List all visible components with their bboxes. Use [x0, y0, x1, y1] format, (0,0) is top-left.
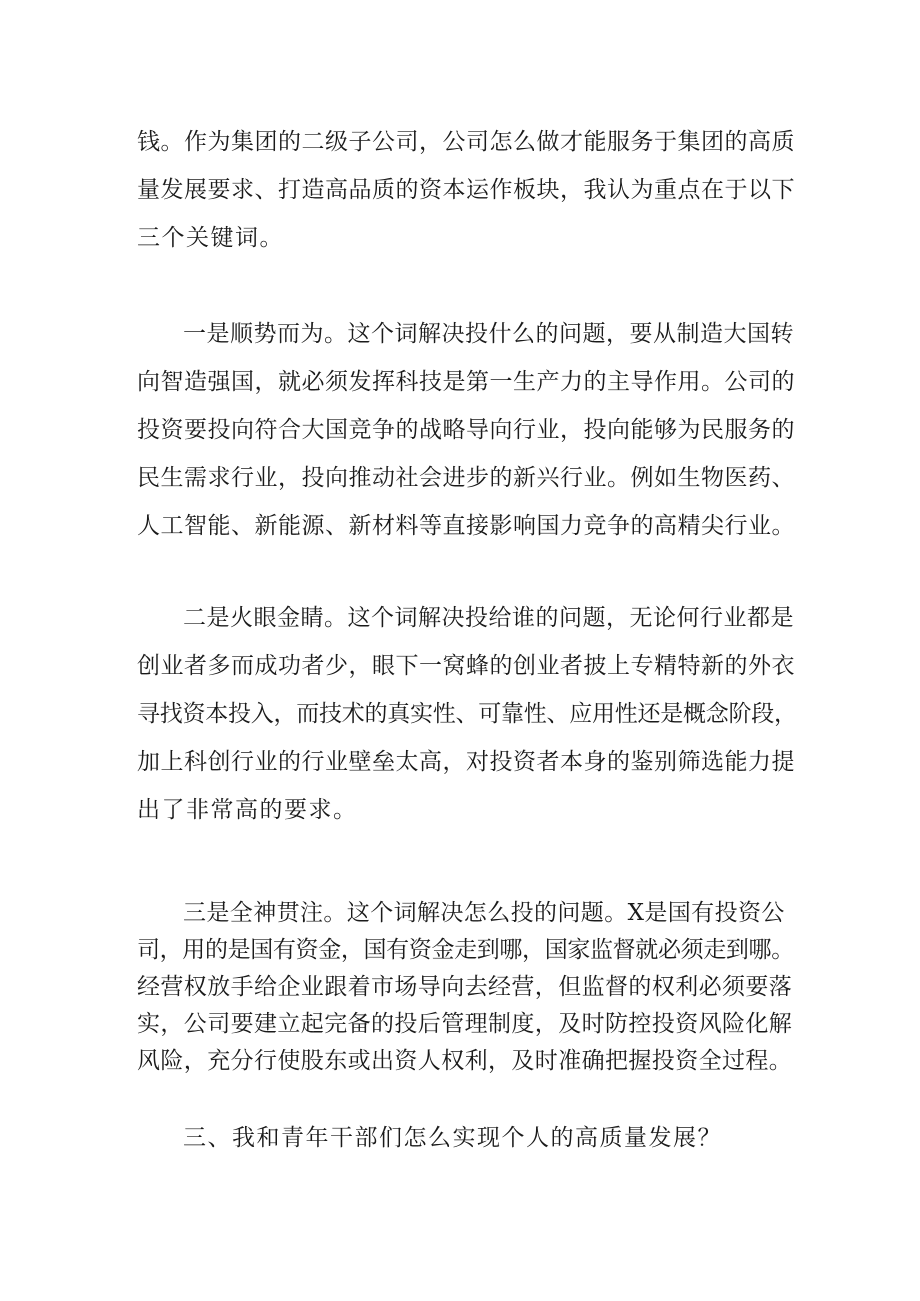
text-line: 人工智能、新能源、新材料等直接影响国力竞争的高精尖行业。 — [137, 513, 795, 539]
text-line: 向智造强国，就必须发挥科技是第一生产力的主导作用。公司的 — [137, 369, 795, 395]
text-line: 经营权放手给企业跟着市场导向去经营，但监督的权利必须要落 — [137, 974, 793, 1000]
section-three-heading — [137, 1114, 797, 1162]
text-line: 司，用的是国有资金，国有资金走到哪，国家监督就必须走到哪。 — [137, 937, 794, 963]
text-line: 民生需求行业，投向推动社会进步的新兴行业。例如生物医药、 — [137, 465, 795, 491]
text-line: 二是火眼金睛。这个词解决投给谁的问题，无论何行业都是 — [183, 605, 794, 631]
text-line: 量发展要求、打造高品质的资本运作板块，我认为重点在于以下 — [137, 177, 795, 203]
text-line: 创业者多而成功者少，眼下一窝蜂的创业者披上专精特新的外衣 — [137, 653, 795, 679]
text-line: 钱。作为集团的二级子公司，公司怎么做才能服务于集团的高质 — [137, 129, 795, 155]
paragraph-intro — [137, 118, 797, 262]
paragraph-point-one — [137, 310, 797, 550]
text-line: 寻找资本投入，而技术的真实性、可靠性、应用性还是概念阶段， — [137, 701, 797, 727]
text-line: 三个关键词。 — [137, 225, 284, 251]
text-line: 风险，充分行使股东或出资人权利，及时准确把握投资全过程。 — [137, 1048, 793, 1074]
text-line: 一是顺势而为。这个词解决投什么的问题，要从制造大国转 — [183, 321, 794, 347]
text-line: 实，公司要建立起完备的投后管理制度，及时防控投资风险化解 — [137, 1011, 793, 1037]
text-line: 三是全神贯注。这个词解决怎么投的问题。X是国有投资公 — [183, 900, 785, 926]
paragraph-point-two — [137, 594, 797, 834]
text-line: 出了非常高的要求。 — [137, 797, 358, 823]
paragraph-point-three — [137, 895, 797, 1080]
text-line: 投资要投向符合大国竞争的战略导向行业，投向能够为民服务的 — [137, 417, 795, 443]
section-heading: 三、我和青年干部们怎么实现个人的高质量发展？ — [183, 1125, 722, 1151]
text-line: 加上科创行业的行业壁垒太高，对投资者本身的鉴别筛选能力提 — [137, 749, 795, 775]
